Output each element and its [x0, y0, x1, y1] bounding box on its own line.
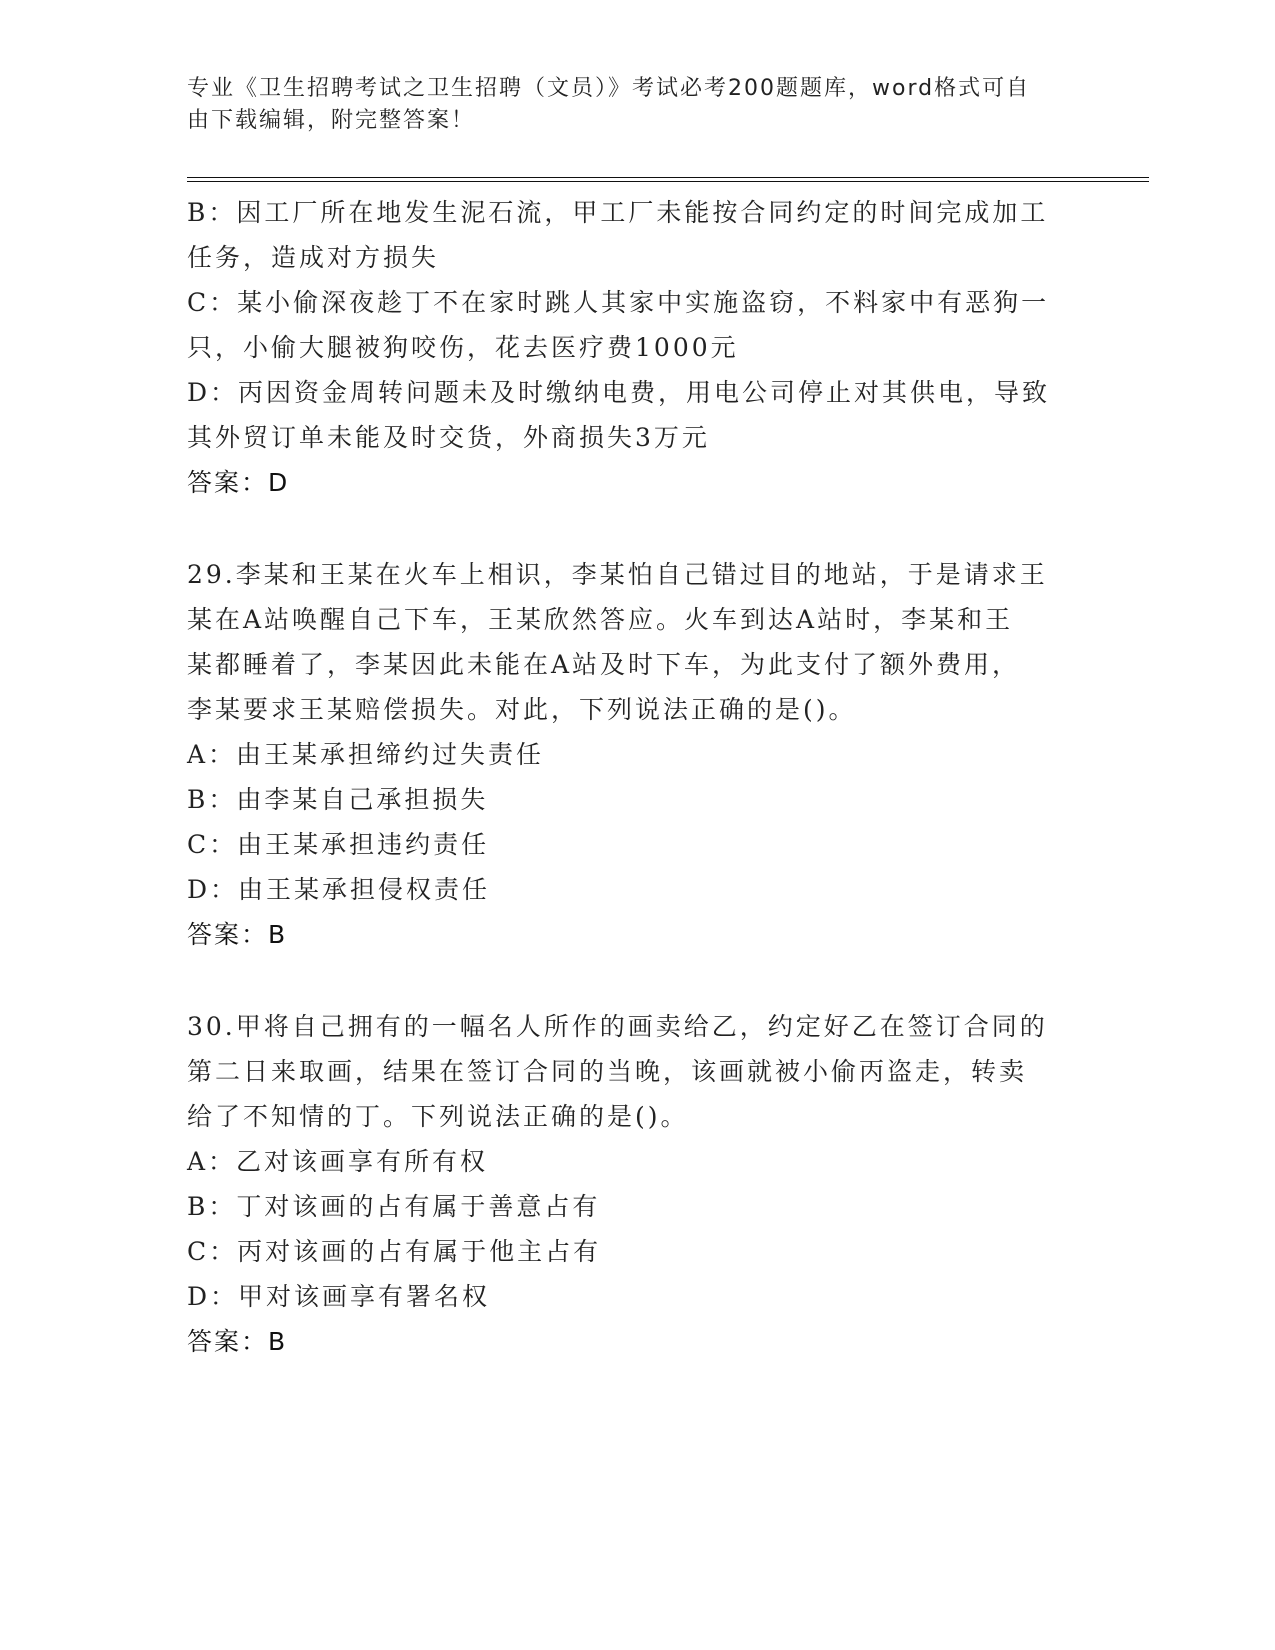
question-29: [187, 552, 1087, 957]
question-stem-line: 某都睡着了，李某因此未能在A站及时下车，为此支付了额外费用，: [187, 650, 1021, 679]
previous-question-options: [187, 190, 1087, 505]
option-c-line-2: 只，小偷大腿被狗咬伤，花去医疗费1000元: [187, 333, 739, 362]
header-divider: [187, 177, 1149, 182]
option-d: D：由王某承担侵权责任: [187, 875, 491, 904]
question-stem-line: 30.甲将自己拥有的一幅名人所作的画卖给乙，约定好乙在签订合同的: [187, 1012, 1048, 1041]
header-line-1: 专业《卫生招聘考试之卫生招聘（文员）》考试必考200题题库，word格式可自: [187, 76, 1031, 101]
option-c-line-1: C：某小偷深夜趁丁不在家时跳人其家中实施盗窃，不料家中有恶狗一: [187, 288, 1050, 317]
option-d-line-2: 其外贸订单未能及时交货，外商损失3万元: [187, 423, 710, 452]
question-stem-line: 给了不知情的丁。下列说法正确的是()。: [187, 1102, 689, 1131]
option-d: D：甲对该画享有署名权: [187, 1282, 491, 1311]
option-a: A：乙对该画享有所有权: [187, 1147, 489, 1176]
header-line-2: 由下载编辑，附完整答案！: [187, 108, 476, 133]
page-header: [187, 73, 1087, 137]
question-stem-line: 李某要求王某赔偿损失。对此，下列说法正确的是()。: [187, 695, 857, 724]
option-b-line-2: 任务，造成对方损失: [187, 243, 440, 272]
document-body: [187, 190, 1087, 1364]
option-c: C：丙对该画的占有属于他主占有: [187, 1237, 602, 1266]
option-b: B：由李某自己承担损失: [187, 785, 489, 814]
answer-label: 答案：B: [187, 920, 288, 949]
option-b-line-1: B：因工厂所在地发生泥石流，甲工厂未能按合同约定的时间完成加工: [187, 198, 1049, 227]
question-30: [187, 1004, 1087, 1364]
spacer: [187, 505, 1087, 552]
option-d-line-1: D：丙因资金周转问题未及时缴纳电费，用电公司停止对其供电，导致: [187, 378, 1051, 407]
option-a: A：由王某承担缔约过失责任: [187, 740, 545, 769]
question-stem-line: 29.李某和王某在火车上相识，李某怕自己错过目的地站，于是请求王: [187, 560, 1048, 589]
question-stem-line: 某在A站唤醒自己下车，王某欣然答应。火车到达A站时，李某和王: [187, 605, 1014, 634]
answer-label: 答案：D: [187, 468, 290, 497]
option-c: C：由王某承担违约责任: [187, 830, 490, 859]
option-b: B：丁对该画的占有属于善意占有: [187, 1192, 601, 1221]
answer-label: 答案：B: [187, 1327, 288, 1356]
question-stem-line: 第二日来取画，结果在签订合同的当晚，该画就被小偷丙盗走，转卖: [187, 1057, 1028, 1086]
spacer: [187, 957, 1087, 1004]
